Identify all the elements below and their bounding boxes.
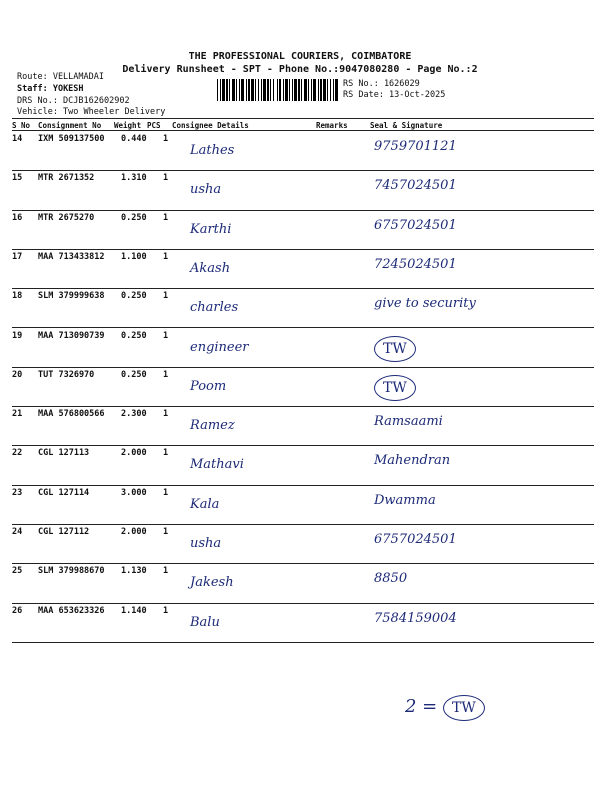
row-signature [374,296,476,311]
row-signature-text: give to security [374,296,476,312]
runsheet-subtitle: Delivery Runsheet - SPT - Phone No.:9047080280 - Page No.:2 [122,64,478,75]
row-weight: 0.250 [121,369,147,380]
row-consignee-handwriting: Balu [190,614,220,630]
row-sno: 14 [12,134,23,144]
row-sno: 25 [12,566,23,577]
row-consignment-no: MAA 713433812 [38,251,105,262]
staff-label [17,84,84,94]
staff-key: Staff: [17,84,53,94]
row-consignment-no: MAA 713090739 [38,330,105,341]
row-sno: 24 [12,527,23,537]
row-consignee-handwriting: charles [190,300,239,316]
table-row [12,524,594,564]
row-sno: 21 [12,409,23,420]
row-sno: 23 [12,487,23,498]
table-row [12,328,594,368]
row-consignee-handwriting: Karthi [190,221,232,237]
row-pcs: 1 [163,409,169,420]
row-consignment-no: CGL 127113 [38,448,90,459]
table-row [12,445,594,485]
row-consignee-handwriting: Ramez [190,418,235,434]
table-row [12,249,594,289]
row-signature [374,375,416,401]
route-label: Route: VELLAMADAI [17,72,104,82]
col-header-remarks: Remarks [316,121,348,130]
row-sno: 19 [12,330,23,341]
row-sno: 15 [12,173,23,184]
col-header-sno: S No [12,121,31,130]
row-signature [374,532,457,547]
row-pcs: 1 [163,527,169,537]
row-weight: 1.140 [121,605,147,616]
table-row [12,603,594,643]
footnote-circled-mark: TW [443,695,485,721]
rs-number: RS No.: 1626029 [343,79,420,89]
row-consignee-handwriting: Jakesh [190,575,234,591]
footnote-prefix: 2 = [405,696,438,717]
row-signature-text: Dwamma [374,492,436,508]
row-signature-text: 9759701121 [374,139,457,154]
row-signature-text: Ramsaami [374,414,443,430]
row-pcs: 1 [163,448,169,459]
row-weight: 2.000 [121,527,147,537]
row-weight: 1.130 [121,566,147,577]
row-divider [12,642,594,643]
barcode-image [217,79,339,101]
row-consignment-no: SLM 379999638 [38,291,105,302]
row-weight: 2.000 [121,448,147,459]
row-consignment-no: CGL 127112 [38,527,90,537]
col-header-consignee: Consignee Details [172,121,249,130]
row-consignment-no: MAA 576800566 [38,409,105,420]
table-row [12,485,594,525]
row-sno: 26 [12,605,23,616]
row-weight: 0.250 [121,291,147,302]
row-weight: 0.250 [121,330,147,341]
row-sno: 18 [12,291,23,302]
row-signature [374,453,450,468]
row-signature [374,139,457,154]
row-signature [374,218,457,233]
drs-number: DRS No.: DCJB162602902 [17,96,130,106]
table-row [12,563,594,603]
row-signature-circled-mark: TW [374,336,416,362]
footnote-handwriting [405,695,485,721]
vehicle-type: Vehicle: Two Wheeler Delivery [17,107,166,117]
col-header-consignment: Consignment No [38,121,102,130]
col-header-seal: Seal & Signature [370,121,443,130]
row-consignee-handwriting: usha [190,182,222,198]
row-sno: 17 [12,251,23,262]
row-pcs: 1 [163,566,169,577]
row-sno: 16 [12,212,23,223]
row-pcs: 1 [163,212,169,223]
staff-value: YOKESH [52,84,84,94]
row-weight: 2.300 [121,409,147,420]
row-signature [374,336,416,362]
col-header-weight: Weight [114,121,142,130]
table-row [12,406,594,446]
header-top-rule [12,118,594,119]
row-consignee-handwriting: Poom [190,378,227,394]
row-consignee-handwriting: engineer [190,339,249,355]
row-signature [374,257,457,272]
table-row [12,170,594,210]
row-pcs: 1 [163,291,169,302]
table-row [12,210,594,250]
row-pcs: 1 [163,487,169,498]
row-sno: 20 [12,369,23,380]
row-signature [374,493,436,508]
row-weight: 1.310 [121,173,147,184]
row-signature [374,571,407,586]
row-sno: 22 [12,448,23,459]
row-signature-text: Mahendran [374,453,451,469]
row-consignment-no: TUT 7326970 [38,369,95,380]
row-signature-text: 7457024501 [374,178,457,194]
table-row [12,367,594,407]
row-pcs: 1 [163,330,169,341]
row-pcs: 1 [163,605,169,616]
row-consignment-no: CGL 127114 [38,487,90,498]
row-weight: 0.440 [121,134,147,144]
row-consignee-handwriting: Kala [190,496,220,512]
row-consignee-handwriting: usha [190,536,222,551]
row-signature-text: 6757024501 [374,217,457,233]
col-header-pcs: PCS [147,121,161,130]
table-row [12,131,594,171]
row-signature-text: 6757024501 [374,532,457,547]
row-consignment-no: MTR 2671352 [38,173,95,184]
company-title: THE PROFESSIONAL COURIERS, COIMBATORE [188,51,412,62]
row-signature-text: 7584159004 [374,610,457,626]
row-signature-circled-mark: TW [374,375,416,401]
row-pcs: 1 [163,134,169,144]
row-consignee-handwriting: Mathavi [190,457,244,473]
row-consignment-no: MAA 653623326 [38,605,105,616]
row-signature [374,414,443,429]
row-signature [374,611,457,626]
row-consignment-no: SLM 379988670 [38,566,105,577]
row-pcs: 1 [163,369,169,380]
table-row [12,288,594,328]
row-signature-text: 7245024501 [374,256,457,272]
row-consignee-handwriting: Lathes [190,143,235,158]
row-signature [374,178,457,193]
row-pcs: 1 [163,173,169,184]
row-signature-text: 8850 [374,571,408,587]
row-weight: 3.000 [121,487,147,498]
row-weight: 0.250 [121,212,147,223]
row-consignment-no: IXM 509137500 [38,134,105,144]
rs-date: RS Date: 13-Oct-2025 [343,90,446,100]
row-consignment-no: MTR 2675270 [38,212,95,223]
row-consignee-handwriting: Akash [190,260,231,276]
row-weight: 1.100 [121,251,147,262]
row-pcs: 1 [163,251,169,262]
